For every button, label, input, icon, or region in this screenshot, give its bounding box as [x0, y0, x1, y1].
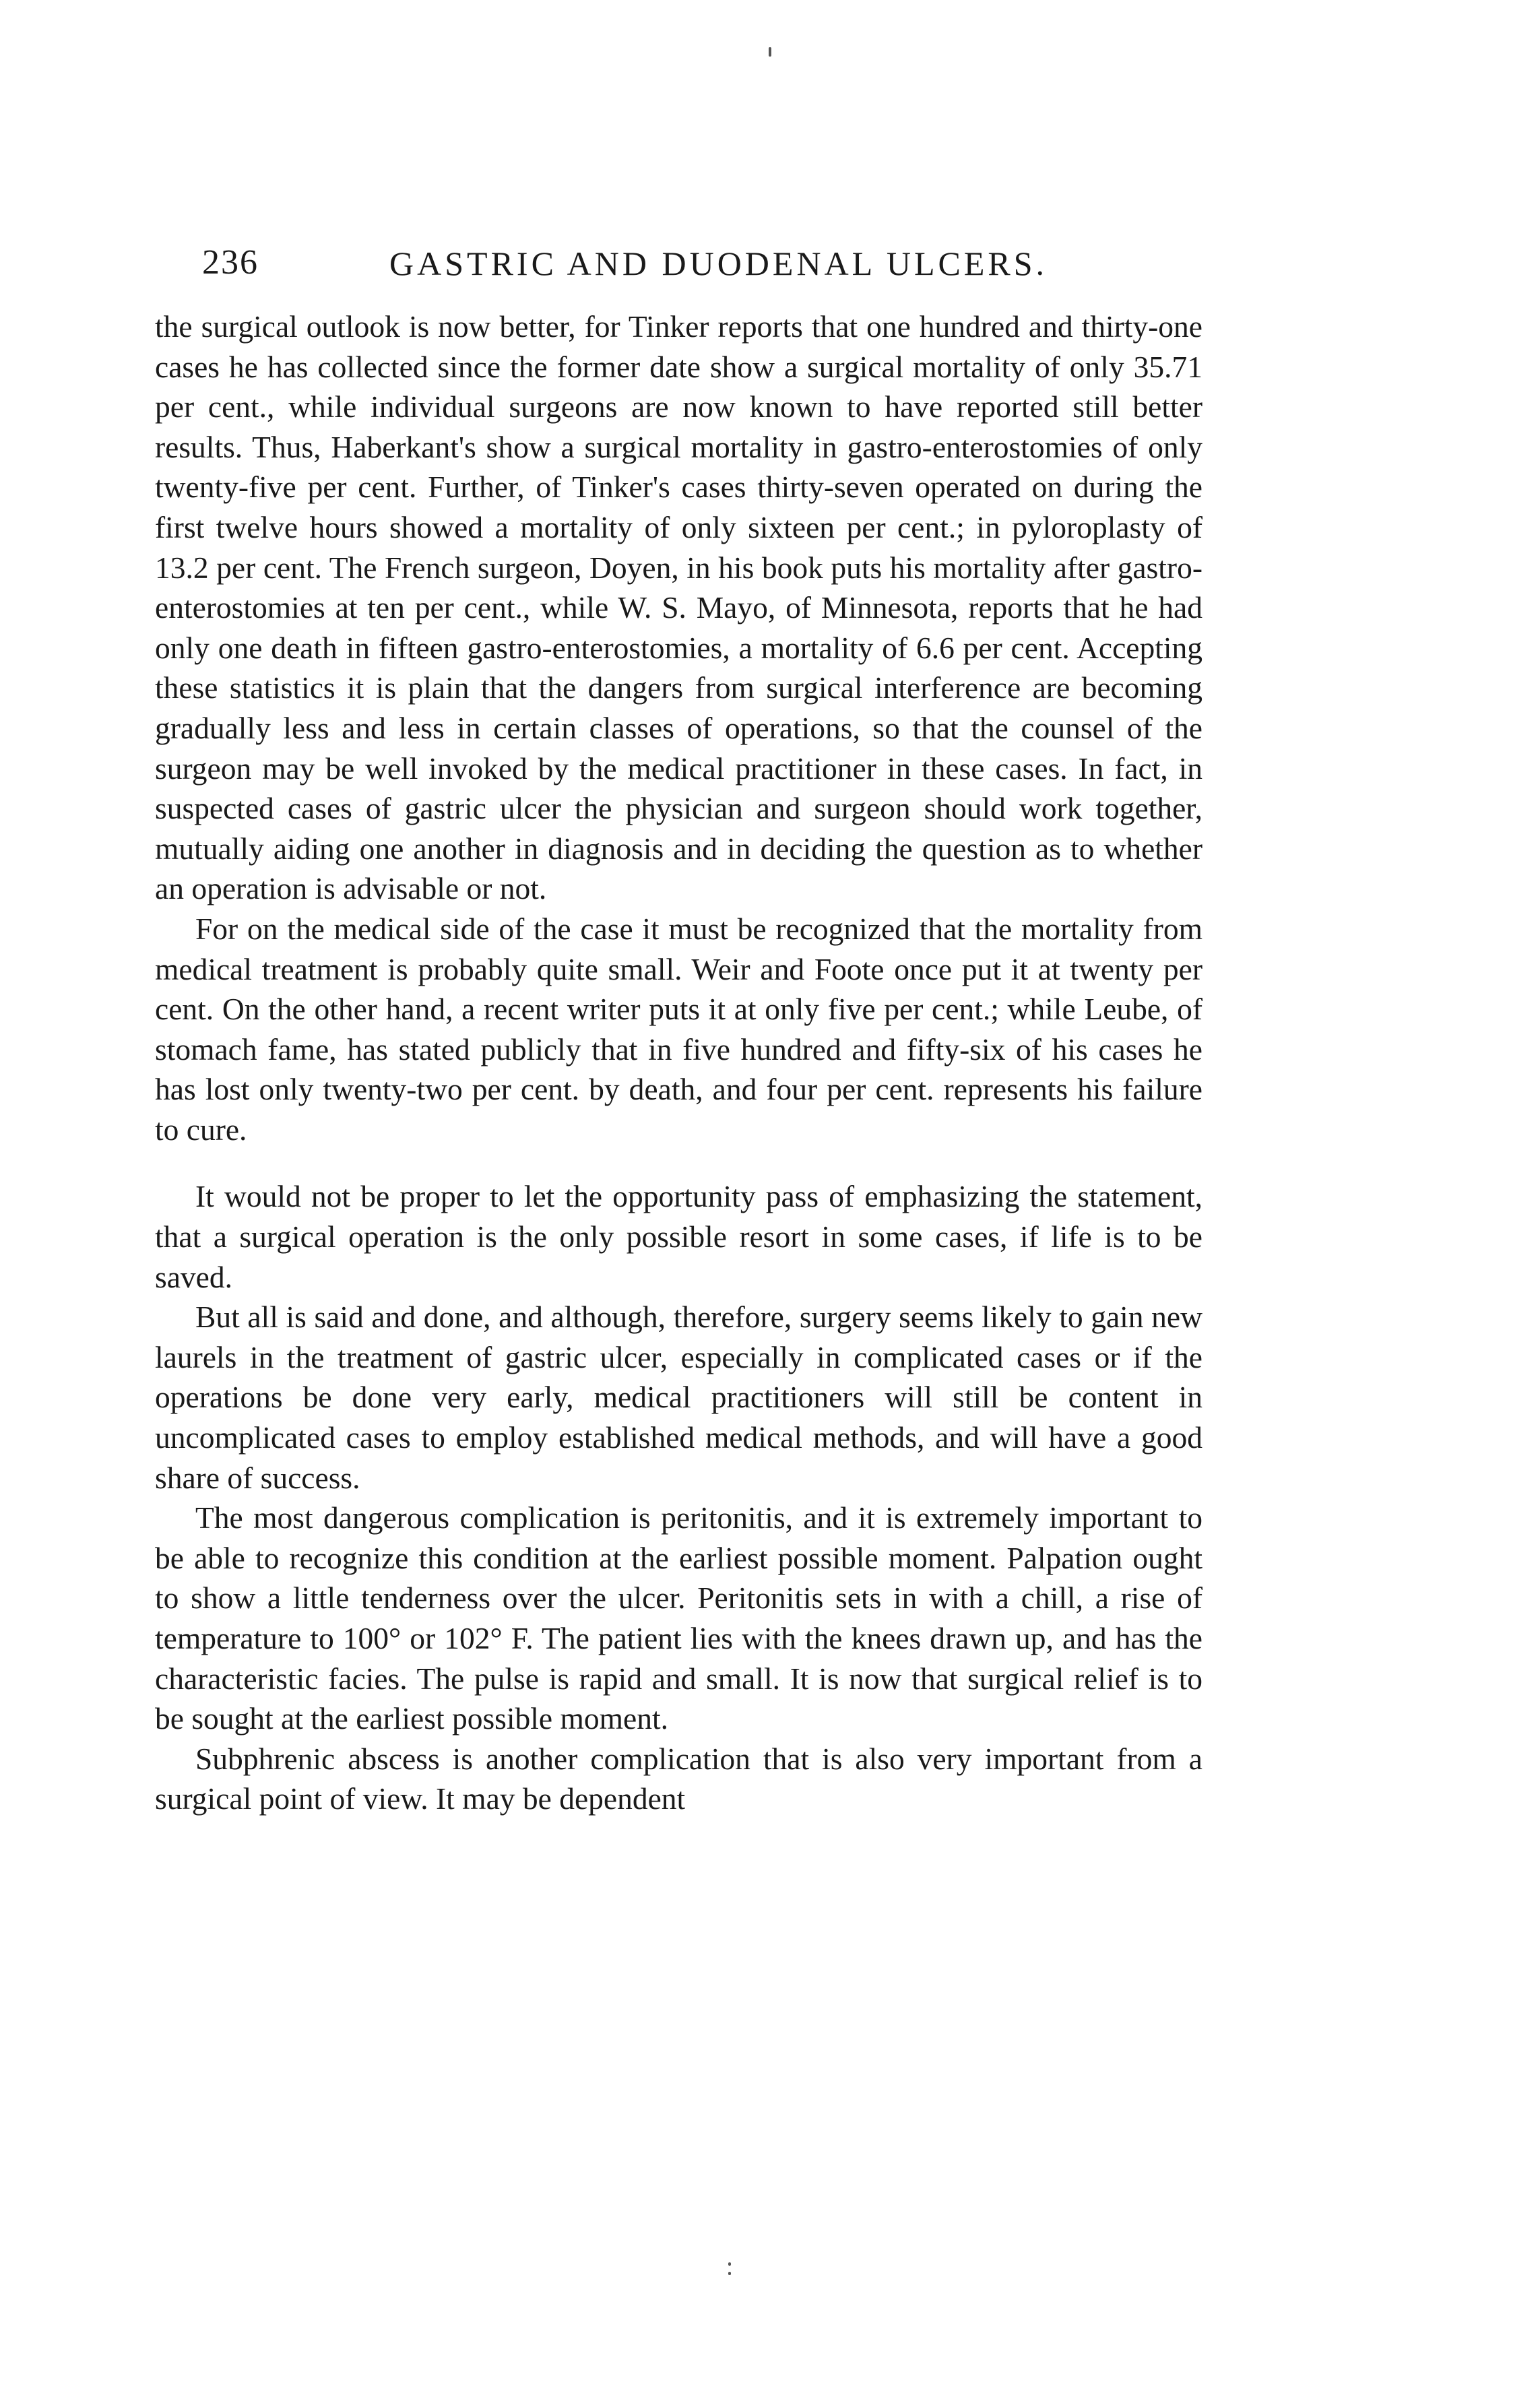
body-text [155, 307, 1202, 1819]
scan-speck [769, 47, 771, 57]
scan-speck [728, 2262, 731, 2266]
running-head: GASTRIC AND DUODENAL ULCERS. [389, 245, 1048, 282]
page-number: 236 [202, 243, 259, 282]
paragraph-conclusion: But all is said and done, and although, therefore, surgery seems likely to gain new laurels in the treatment of gastric ulcer, especially in complicated cases or if the operations be done very early, medical practitioners will still be content in uncomplicated cases to employ established medical methods, and will have a good share of success. [155, 1300, 1202, 1495]
paragraph-medical-side: For on the medical side of the case it must be recognized that the mortality from medical treatment is probably quite small. Weir and Foote once put it at twenty per cent. On the other hand, a recent writer puts it at only five per cent.; while Leube, of stomach fame, has stated publicly that in five hundred and fifty-six of his cases he has lost only twenty-two per cent. by death, and four per cent. represents his failure to cure. [155, 911, 1202, 1147]
paragraph-emphasis: It would not be proper to let the opportunity pass of emphasizing the statement, that a surgical operation is the only possible resort in some cases, if life is to be saved. [155, 1179, 1202, 1294]
paragraph-peritonitis: The most dangerous complication is peritonitis, and it is extremely important to be able to recognize this condition at the earliest possible moment. Palpation ought to show a little tenderness over the ulcer. Peritonitis sets in with a chill, a rise of temperature to 100° or 102° F. The patient lies with the knees drawn up, and has the characteristic facies. The pulse is rapid and small. It is now that surgical relief is to be sought at the earliest possible moment. [155, 1500, 1202, 1736]
scan-speck [728, 2272, 731, 2275]
paragraph-surgical-outlook: the surgical outlook is now better, for Tinker reports that one hundred and thirty-one cases he has collected since the former date show a surgical mortality of only 35.71 per cent., while individual surgeons are now known to have reported still better results. Thus, Haberkant's show a surgical mortality in gastro-enterostomies of only twenty-five per cent. Further, of Tinker's cases thirty-seven operated on during the first twelve hours showed a mortality of only sixteen per cent.; in pyloroplasty of 13.2 per cent. The French surgeon, Doyen, in his book puts his mortality after gastro-enterostomies at ten per cent., while W. S. Mayo, of Minnesota, reports that he had only one death in fifteen gastro-enterostomies, a mortality of 6.6 per cent. Accepting these statistics it is plain that the dangers from surgical interference are becoming gradually less and less in certain classes of operations, so that the counsel of the surgeon may be well invoked by the medical practitioner in these cases. In fact, in suspected cases of gastric ulcer the physician and surgeon should work together, mutually aiding one another in diagnosis and in deciding the question as to whether an operation is advisable or not. [155, 309, 1202, 906]
paragraph-subphrenic-abscess: Subphrenic abscess is another complication that is also very important from a surgical point of view. It may be dependent [155, 1741, 1202, 1816]
page-header [202, 243, 1199, 303]
